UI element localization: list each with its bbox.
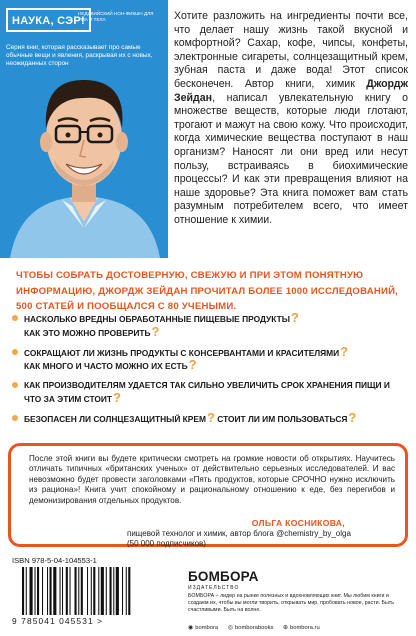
- reviewer-followers: (50 000 подписчиков): [127, 539, 206, 548]
- series-label: [6, 8, 162, 32]
- question-mark-icon: ?: [113, 389, 121, 405]
- review-box: [8, 443, 408, 547]
- bullet-dot-icon: [12, 349, 18, 355]
- bullet-dot-icon: [12, 315, 18, 321]
- social-link-vk[interactable]: ◉ bombora: [188, 625, 219, 631]
- question-item: [12, 379, 406, 406]
- question-mark-icon: ?: [340, 343, 349, 359]
- question-mark-icon: ?: [206, 409, 215, 425]
- author-portrait-illustration: [0, 0, 168, 258]
- book-blurb: [174, 10, 408, 228]
- barcode-block: [12, 556, 182, 628]
- reviewer-info: [127, 529, 407, 549]
- review-text: После этой книги вы будете критически смотреть на громкие новости об открытиях. Научитесь отличать типичных «британских ученых» от действительно серьезных исследователей. И вас невозможно будет провести заголовками «Пять продуктов, которые СРОЧНО нужно исключить из рациона»! Книга учит спокойному и рациональному отношению к еде, без перегибов и демонизирования отдельных продуктов.: [29, 454, 395, 505]
- question-line-2: КАК ЭТО МОЖНО ПРОВЕРИТЬ: [24, 327, 151, 338]
- question-mark-icon: ?: [151, 323, 160, 339]
- social-link-instagram[interactable]: ◎ bomborabooks: [227, 625, 274, 631]
- question-item: [12, 343, 406, 374]
- question-line-2: СТОИТ ЛИ ИМ ПОЛЬЗОВАТЬСЯ: [217, 413, 348, 424]
- author-name: Джордж Зейдан: [174, 77, 408, 104]
- website-link[interactable]: ⊕ bombora.ru: [283, 625, 320, 631]
- question-line-1: БЕЗОПАСЕН ЛИ СОЛНЦЕЗАЩИТНЫЙ КРЕМ: [24, 413, 206, 424]
- barcode-digits: 9 785041 045531 >: [12, 616, 104, 626]
- reviewer-name: ОЛЬГА КОСНИКОВА,: [251, 518, 345, 528]
- publisher-slogan: БОМБОРА – лидер на рынке полезных и вдохновляющих книг. Мы любим книги и создаем их, чтобы вы могли творить, открывать мир, пробовать новое, расти. Быть счастливыми. Быть на волне.: [188, 593, 394, 613]
- instagram-icon: ◎: [227, 625, 234, 631]
- question-item: [12, 409, 406, 426]
- question-mark-icon: ?: [188, 357, 197, 373]
- isbn-number: ISBN 978-5-04-104553-1: [12, 556, 97, 565]
- bullet-dot-icon: [12, 382, 18, 388]
- question-line-1: КАК ПРОИЗВОДИТЕЛЯМ УДАЕТСЯ ТАК СИЛЬНО УВЕЛИЧИТЬ СРОК ХРАНЕНИЯ ПИЩИ И ЧТО ЗА ЭТИМ СТОИТ: [24, 380, 390, 404]
- bullet-dot-icon: [12, 415, 18, 421]
- series-description: Серия книг, которая рассказывает про самые обычные вещи и явления, раскрывая их с новых, неожиданных сторон: [6, 44, 153, 67]
- publisher-links: [188, 624, 408, 631]
- questions-list: [12, 312, 406, 426]
- question-mark-icon: ?: [348, 409, 357, 425]
- question-line-2: КАК МНОГО И ЧАСТО МОЖНО ИХ ЕСТЬ: [24, 361, 188, 372]
- globe-icon: ⊕: [283, 625, 289, 631]
- author-photo: [0, 0, 168, 258]
- blurb-part-2: , написал увлекательную книгу о множестве веществ, которые люди глотают, трогают и мажут на свою кожу. Что происходит, когда химические вещества поступают в наш организм? Наносят ли они вред или несут пользу, встраиваясь в биохимические процессы? И как эти превращения влияют на наше здоровье? Эта книга поможет вам стать разумным потребителем всего, что имеет отношение к химии.: [174, 91, 408, 226]
- vk-icon: ◉: [188, 625, 194, 631]
- blurb-part-1: Хотите разложить на ингредиенты почти все, что делает нашу жизнь такой вкусной и комфортной? Сахар, кофе, чипсы, конфеты, электронные сигареты, солнцезащитный крем, зубная паста и даже вода! Этот список бесконечен. Автор книги, химик: [174, 10, 408, 90]
- series-subtitle: НЕДИКИЙСКИЙ НОН-ФИКШН ДЛЯ УМА И ТЕЛА: [78, 11, 154, 22]
- question-item: [12, 312, 406, 340]
- question-line-1: СОКРАЩАЮТ ЛИ ЖИЗНЬ ПРОДУКТЫ С КОНСЕРВАНТАМИ И КРАСИТЕЛЯМИ: [24, 347, 340, 358]
- publisher-block: [188, 569, 408, 631]
- question-line-1: НАСКОЛЬКО ВРЕДНЫ ОБРАБОТАННЫЕ ПИЩЕВЫЕ ПРОДУКТЫ: [24, 314, 290, 324]
- reviewer-title: пищевой технолог и химик, автор блога @chemistry_by_olga: [127, 529, 351, 538]
- research-headline: ЧТОБЫ СОБРАТЬ ДОСТОВЕРНУЮ, СВЕЖУЮ И ПРИ ЭТОМ ПОНЯТНУЮ ИНФОРМАЦИЮ, ДЖОРДЖ ЗЕЙДАН ПРОЧИТАЛ БОЛЕЕ 1000 ИССЛЕДОВАНИЙ, 500 СТАТЕЙ И ПООБЩАЛСЯ С 80 УЧЕНЫМИ.: [16, 270, 399, 312]
- publisher-subtitle: ИЗДАТЕЛЬСТВО: [188, 585, 240, 591]
- publisher-logo: БОМБОРА: [188, 569, 259, 584]
- series-title: НАУКА, СЭР!: [12, 15, 86, 27]
- question-mark-icon: ?: [290, 310, 299, 325]
- barcode-icon: [20, 567, 174, 615]
